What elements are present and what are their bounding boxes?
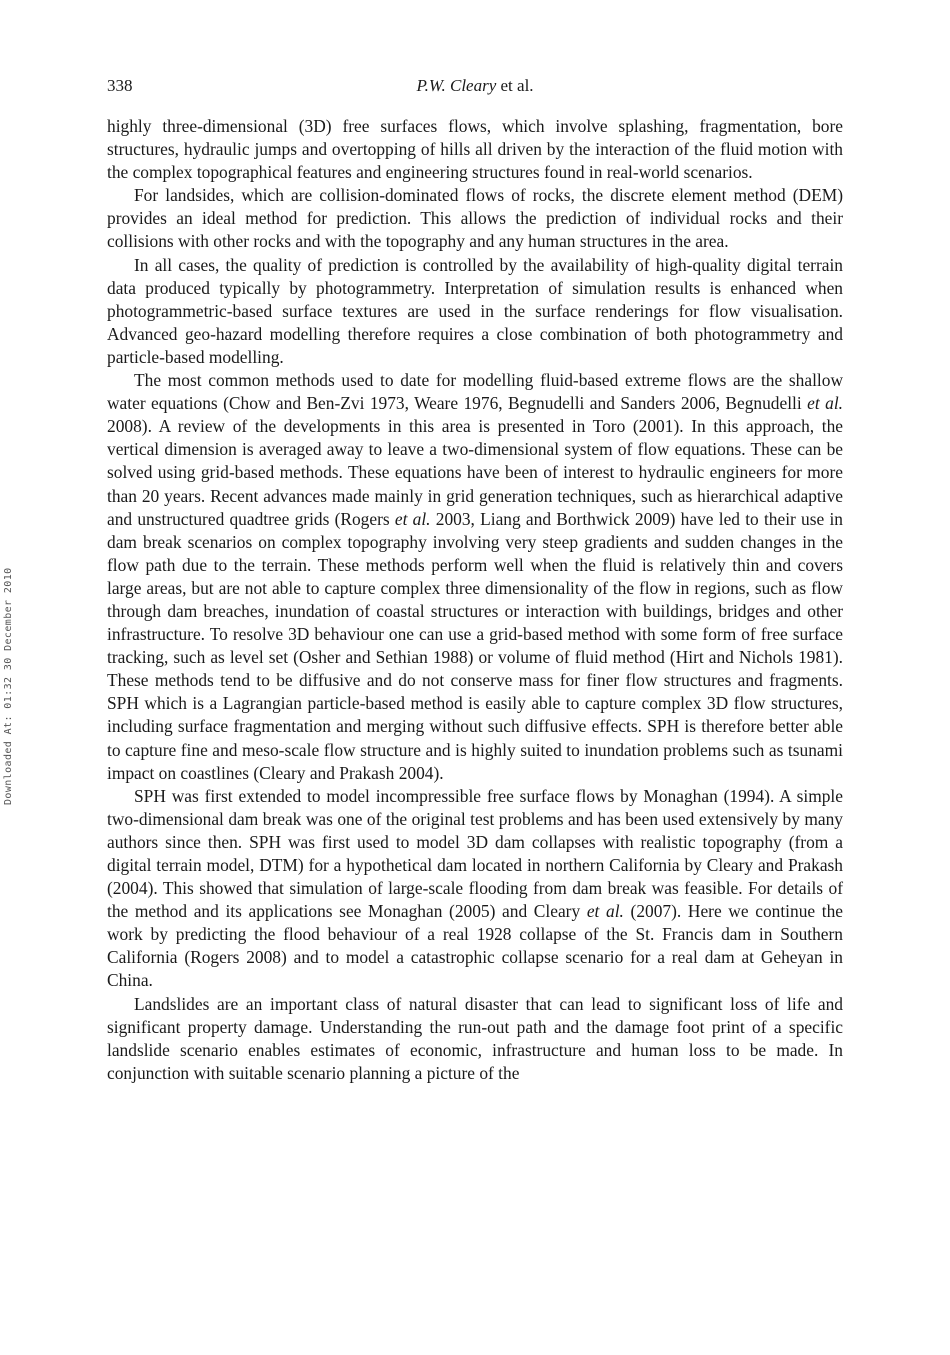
page-number: 338: [107, 76, 133, 95]
paragraph-prediction-quality: In all cases, the quality of prediction is controlled by the availability of high-quality digital terrain data produced typically by photogrammetry. Interpretation of simulation results is enhanced when photogrammetric-based surface textures are used in the surface renderings for flow visualisation. Advanced geo-hazard modelling therefore requires a close combination of both photogrammetry and particle-based modelling.: [107, 254, 843, 367]
header-author-suffix: et al.: [496, 76, 534, 95]
text-segment: 2008). A review of the developments in this area is presented in Toro (2001). In this approach, the vertical dimension is averaged away to leave a two-dimensional system of flow equations. These can be solved using grid-based methods. These equations have been of interest to hydraulic engineers for more than 20 years. Recent advances made mainly in grid generation techniques, such as hierarchical adaptive and unstructured quadtree grids (Rogers: [107, 416, 843, 529]
text-segment: (2007). Here we continue the work by predicting the flood behaviour of a real 1928 collapse of the St. Francis dam in Southern California (Rogers 2008) and to model a catastrophic collapse scenario for a real dam at Geheyan in China.: [107, 901, 843, 991]
text-segment: 2003, Liang and Borthwick 2009) have led to their use in dam break scenarios on complex topography involving very steep gradients and sudden changes in the flow path due to the terrain. These methods perform well when the fluid is relatively thin and covers large areas, but are not able to capture complex three dimensionality of the flow in regions, such as flow through dam breaches, inundation of coastal structures or interaction with buildings, bridges and other infrastructure. To resolve 3D behaviour one can use a grid-based method with some form of free surface tracking, such as level set (Osher and Sethian 1988) or volume of fluid method (Hirt and Nichols 1981). These methods tend to be diffusive and do not conserve mass for finer flow structures and fragments. SPH which is a Lagrangian particle-based method is easily able to capture complex 3D flow structures, including surface fragmentation and merging without such diffusive effects. SPH is therefore better able to capture fine and meso-scale flow structure and is highly suited to inundation problems such as tsunami impact on coastlines (Cleary and Prakash 2004).: [107, 508, 843, 783]
paragraph-landslides-disaster: Landslides are an important class of natural disaster that can lead to significant loss of life and significant property damage. Understanding the run-out path and the damage foot print of a specific landslide scenario enables estimates of economic, infrastructure and human loss to be made. In conjunction with suitable scenario planning a picture of the: [107, 993, 843, 1083]
body-text: [107, 115, 843, 1085]
paragraph-sph-history: [107, 785, 843, 993]
download-stamp: Downloaded At: 01:32 30 December 2010: [3, 567, 14, 805]
text-segment: The most common methods used to date for modelling fluid-based extreme flows are the shallow water equations (Chow and Ben-Zvi 1973, Weare 1976, Begnudelli and Sanders 2006, Begnudelli: [107, 370, 843, 414]
et-al-italic: et al.: [394, 508, 431, 529]
paragraph-common-methods: [107, 369, 843, 785]
et-al-italic: et al.: [586, 901, 624, 922]
et-al-italic: et al.: [807, 393, 843, 414]
header-author: P.W. Cleary: [416, 76, 497, 95]
running-head: [107, 76, 843, 98]
text-segment: SPH was first extended to model incompressible free surface flows by Monaghan (1994). A simple two-dimensional dam break was one of the original test problems and has been used extensively by many authors since then. SPH was first used to model 3D dam collapses with realistic topography (from a digital terrain model, DTM) for a hypothetical dam located in northern California by Cleary and Prakash (2004). This showed that simulation of large-scale flooding from dam break was feasible. For details of the method and its applications see Monaghan (2005) and Cleary: [107, 785, 843, 922]
header-title: [107, 76, 843, 96]
paragraph-landslides-dem: For landsides, which are collision-dominated flows of rocks, the discrete element method (DEM) provides an ideal method for prediction. This allows the prediction of individual rocks and their collisions with other rocks and with the topography and any human structures in the area.: [107, 185, 843, 252]
paragraph-continued: highly three-dimensional (3D) free surfaces flows, which involve splashing, fragmentation, bore structures, hydraulic jumps and overtopping of hills all driven by the interaction of the fluid motion with the complex topographical features and engineering structures found in real-world scenarios.: [107, 116, 843, 183]
